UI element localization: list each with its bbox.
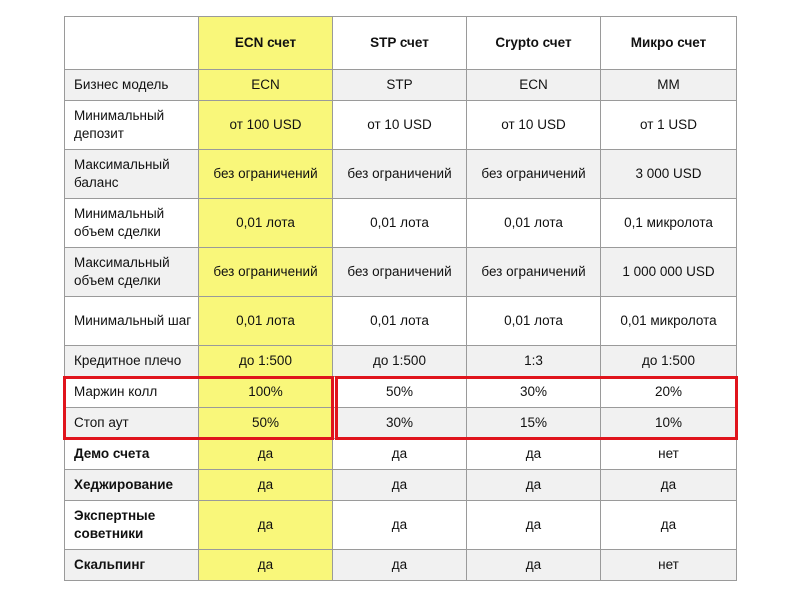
- cell-micro: до 1:500: [601, 346, 737, 377]
- column-header-stp: STP счет: [333, 17, 467, 70]
- table-row-max-volume: [65, 248, 737, 297]
- table-row-margin-call: [65, 377, 737, 408]
- cell-micro: 20%: [601, 377, 737, 408]
- cell-stp: да: [333, 501, 467, 550]
- cell-crypto: без ограничений: [467, 248, 601, 297]
- cell-crypto: ECN: [467, 70, 601, 101]
- table-row-business-model: [65, 70, 737, 101]
- column-header-crypto: Crypto счет: [467, 17, 601, 70]
- cell-micro: нет: [601, 550, 737, 581]
- row-label: Демо счета: [65, 439, 199, 470]
- cell-crypto: 0,01 лота: [467, 297, 601, 346]
- cell-stp: да: [333, 550, 467, 581]
- cell-ecn: да: [199, 439, 333, 470]
- row-label: Маржин колл: [65, 377, 199, 408]
- row-label: Хеджирование: [65, 470, 199, 501]
- table-row-min-volume: [65, 199, 737, 248]
- row-label: Максимальный баланс: [65, 150, 199, 199]
- cell-micro: да: [601, 501, 737, 550]
- cell-crypto: 0,01 лота: [467, 199, 601, 248]
- cell-ecn: до 1:500: [199, 346, 333, 377]
- cell-micro: 1 000 000 USD: [601, 248, 737, 297]
- row-label: Кредитное плечо: [65, 346, 199, 377]
- cell-crypto: 1:3: [467, 346, 601, 377]
- header-corner: [65, 17, 199, 70]
- cell-stp: без ограничений: [333, 248, 467, 297]
- table-row-scalping: [65, 550, 737, 581]
- cell-crypto: да: [467, 550, 601, 581]
- row-label: Стоп аут: [65, 408, 199, 439]
- cell-micro: от 1 USD: [601, 101, 737, 150]
- cell-stp: STP: [333, 70, 467, 101]
- row-label: Минимальный объем сделки: [65, 199, 199, 248]
- cell-crypto: от 10 USD: [467, 101, 601, 150]
- table-row-expert-advisors: [65, 501, 737, 550]
- cell-micro: нет: [601, 439, 737, 470]
- cell-stp: от 10 USD: [333, 101, 467, 150]
- cell-ecn: ECN: [199, 70, 333, 101]
- cell-stp: да: [333, 439, 467, 470]
- cell-crypto: да: [467, 439, 601, 470]
- cell-ecn: без ограничений: [199, 150, 333, 199]
- row-label: Максимальный объем сделки: [65, 248, 199, 297]
- cell-crypto: 30%: [467, 377, 601, 408]
- table-row-min-step: [65, 297, 737, 346]
- cell-micro: 3 000 USD: [601, 150, 737, 199]
- cell-ecn: от 100 USD: [199, 101, 333, 150]
- column-header-micro: Микро счет: [601, 17, 737, 70]
- column-header-ecn: ECN счет: [199, 17, 333, 70]
- cell-ecn: 0,01 лота: [199, 297, 333, 346]
- cell-stp: 30%: [333, 408, 467, 439]
- row-label: Экспертные советники: [65, 501, 199, 550]
- cell-ecn: без ограничений: [199, 248, 333, 297]
- cell-ecn: 50%: [199, 408, 333, 439]
- table-row-demo: [65, 439, 737, 470]
- cell-stp: без ограничений: [333, 150, 467, 199]
- cell-crypto: 15%: [467, 408, 601, 439]
- table-row-max-balance: [65, 150, 737, 199]
- cell-stp: 50%: [333, 377, 467, 408]
- row-label: Бизнес модель: [65, 70, 199, 101]
- cell-micro: 10%: [601, 408, 737, 439]
- cell-micro: 0,01 микролота: [601, 297, 737, 346]
- cell-crypto: без ограничений: [467, 150, 601, 199]
- table-row-leverage: [65, 346, 737, 377]
- cell-ecn: да: [199, 550, 333, 581]
- cell-stp: до 1:500: [333, 346, 467, 377]
- cell-crypto: да: [467, 501, 601, 550]
- cell-stp: 0,01 лота: [333, 199, 467, 248]
- cell-micro: 0,1 микролота: [601, 199, 737, 248]
- cell-micro: MM: [601, 70, 737, 101]
- cell-stp: 0,01 лота: [333, 297, 467, 346]
- table-row-min-deposit: [65, 101, 737, 150]
- cell-crypto: да: [467, 470, 601, 501]
- cell-ecn: 100%: [199, 377, 333, 408]
- cell-ecn: 0,01 лота: [199, 199, 333, 248]
- row-label: Скальпинг: [65, 550, 199, 581]
- table-row-stop-out: [65, 408, 737, 439]
- comparison-table-wrapper: [64, 16, 736, 581]
- cell-stp: да: [333, 470, 467, 501]
- table-header-row: [65, 17, 737, 70]
- table-row-hedging: [65, 470, 737, 501]
- cell-ecn: да: [199, 501, 333, 550]
- cell-micro: да: [601, 470, 737, 501]
- row-label: Минимальный депозит: [65, 101, 199, 150]
- account-comparison-table: [64, 16, 737, 581]
- cell-ecn: да: [199, 470, 333, 501]
- row-label: Минимальный шаг: [65, 297, 199, 346]
